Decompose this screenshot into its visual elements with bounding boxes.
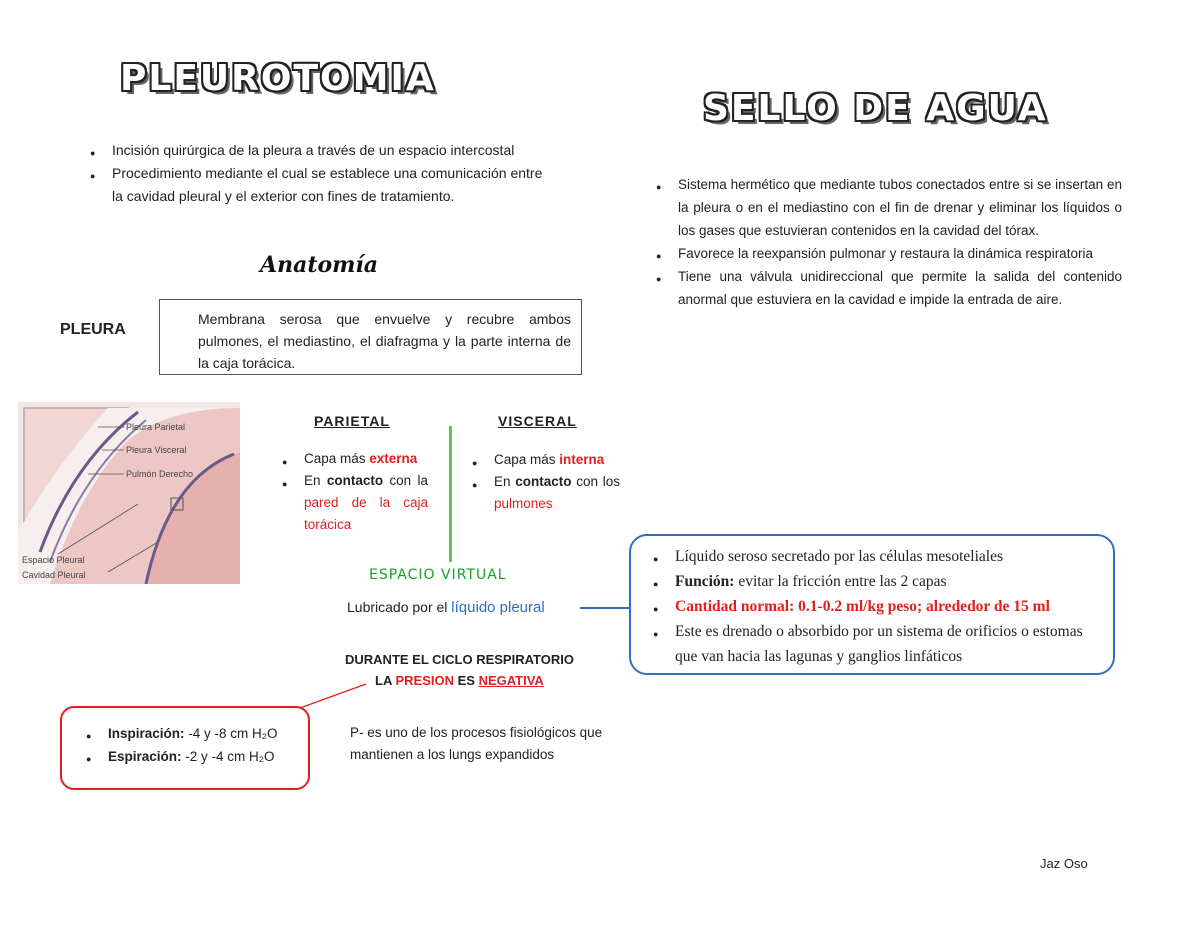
bold-text: contacto <box>326 473 384 488</box>
highlight: interna <box>559 452 605 467</box>
label-pulmon-derecho: Pulmón Derecho <box>126 469 194 479</box>
list-item: ● Líquido seroso secretado por las células mesoteliales <box>649 544 1095 569</box>
highlight: pulmones <box>494 496 553 511</box>
list-item <box>82 745 298 768</box>
pleurotomia-list <box>86 139 556 208</box>
author: Jaz Oso <box>1040 856 1088 871</box>
label-cavidad-pleural: Cavidad Pleural <box>22 570 86 580</box>
parietal-title: PARIETAL <box>314 413 390 429</box>
lubricado-text <box>347 599 545 616</box>
nota-text: P- es uno de los procesos fisiológicos que mantienen a los lungs expandidos <box>350 725 603 762</box>
text: evitar la fricción entre las 2 capas <box>734 573 947 590</box>
text: con la <box>383 473 428 488</box>
highlight: Cantidad normal: 0.1-0.2 ml/kg peso; alrededor de 15 ml <box>675 598 1050 615</box>
ciclo-line1: DURANTE EL CICLO RESPIRATORIO <box>345 652 574 667</box>
pleura-diagram <box>18 402 240 584</box>
highlight: NEGATIVA <box>478 673 544 688</box>
label-espacio-pleural: Espacio Pleural <box>22 555 85 565</box>
pleura-definition-box <box>159 299 582 375</box>
visceral-list <box>468 449 620 515</box>
label-pleura-visceral: Pleura Visceral <box>126 445 187 455</box>
highlight: líquido pleural <box>451 599 545 616</box>
presiones-box <box>60 706 310 790</box>
list-item: ● Este es drenado o absorbido por un sistema de orificios o estomas que van hacia las lagunas y ganglios linfáticos <box>649 619 1095 669</box>
text: Capa más <box>494 452 560 467</box>
sello-list <box>652 173 1122 311</box>
list-item <box>649 569 1095 594</box>
divider-line <box>449 426 452 562</box>
liquido-list <box>649 544 1095 669</box>
list-item: ● Incisión quirúrgica de la pleura a través de un espacio intercostal <box>86 139 556 162</box>
text: -4 y -8 cm H₂O <box>184 726 278 741</box>
connector-line-blue <box>580 607 630 609</box>
text: En <box>304 473 327 488</box>
list-item: ● Favorece la reexpansión pulmonar y restaura la dinámica respiratoria <box>652 242 1122 265</box>
list-item <box>468 471 620 515</box>
highlight: PRESION <box>395 673 454 688</box>
list-item: ● Sistema hermético que mediante tubos conectados entre si se insertan en la pleura o en el mediastino con el fin de drenar y eliminar los líquidos o los gases que estuvieran contenidos en la cavidad del tórax. <box>652 173 1122 242</box>
list-item <box>468 449 620 471</box>
text: con los <box>571 474 620 489</box>
connector-line-red <box>298 682 368 710</box>
pleurotomia-title: PLEUROTOMIA <box>120 58 436 99</box>
text: -2 y -4 cm H₂O <box>181 749 275 764</box>
anatomia-heading: Anatomía <box>260 252 379 278</box>
parietal-list <box>278 448 428 536</box>
liquido-box <box>629 534 1115 675</box>
highlight: externa <box>369 451 418 466</box>
text: LA <box>375 673 396 688</box>
bold-text: Función: <box>675 573 735 590</box>
ciclo-line2 <box>375 673 544 688</box>
list-item <box>278 470 428 536</box>
text: Capa más <box>304 451 370 466</box>
list-item <box>278 448 428 470</box>
bold-text: Inspiración: <box>108 726 185 741</box>
sello-title: SELLO DE AGUA <box>703 88 1048 129</box>
pleura-definition: Membrana serosa que envuelve y recubre ambos pulmones, el mediastino, el diafragma y la parte interna de la caja torácica. <box>198 311 571 371</box>
bold-text: Espiración: <box>108 749 182 764</box>
list-item: ● Procedimiento mediante el cual se establece una comunicación entre la cavidad pleural y el exterior con fines de tratamiento. <box>86 162 556 208</box>
highlight: pared de la caja torácica <box>304 495 428 532</box>
label-pleura-parietal: Pleura Parietal <box>126 422 186 432</box>
bold-text: contacto <box>515 474 572 489</box>
list-item: ● Tiene una válvula unidireccional que permite la salida del contenido anormal que estuviera en la cavidad e impide la entrada de aire. <box>652 265 1122 311</box>
presiones-list <box>82 722 298 768</box>
list-item <box>82 722 298 745</box>
text: ES <box>453 673 479 688</box>
text: En <box>494 474 516 489</box>
list-item <box>649 594 1095 619</box>
espacio-virtual-title: ESPACIO VIRTUAL <box>369 567 507 583</box>
visceral-title: VISCERAL <box>498 413 577 429</box>
pleura-label: PLEURA <box>60 321 126 338</box>
text: Lubricado por el <box>347 599 452 615</box>
